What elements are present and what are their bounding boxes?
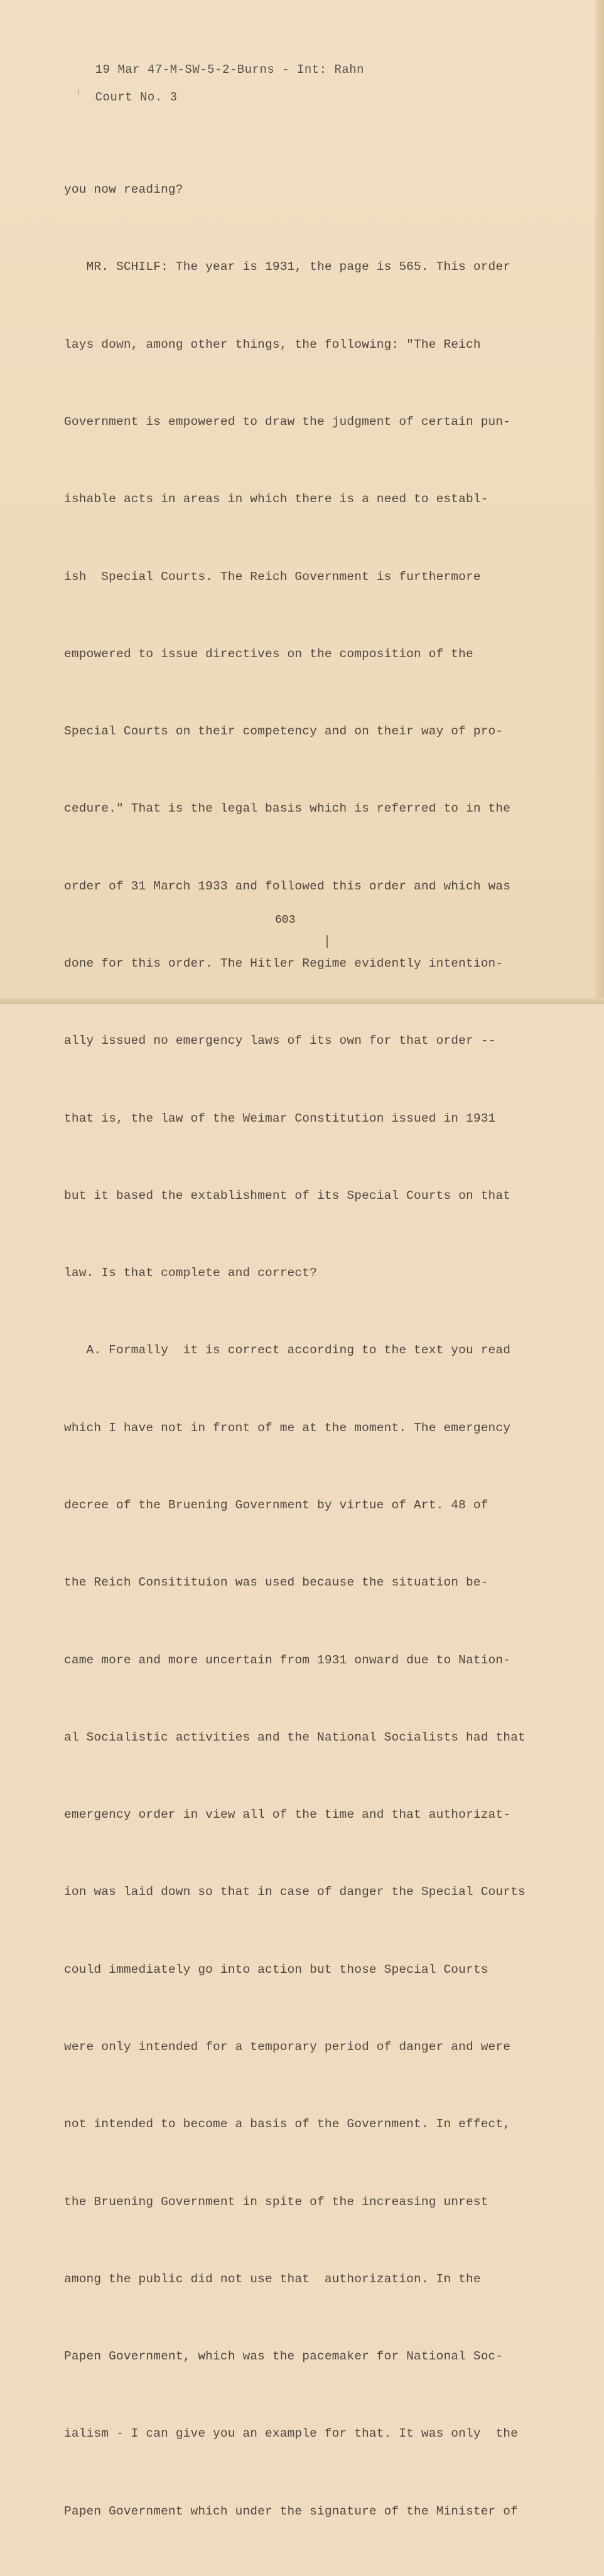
transcript-line: cedure." That is the legal basis which is referred to in the <box>64 802 511 816</box>
paper-mark <box>78 89 79 94</box>
transcript-line: the Bruening Government in spite of the increasing unrest <box>64 2194 488 2209</box>
transcript-line: came more and more uncertain from 1931 onward due to Nation- <box>64 1653 511 1667</box>
transcript-line: you now reading? <box>64 183 183 197</box>
transcript-line: among the public did not use that authorization. In the <box>64 2272 481 2286</box>
transcript-line: lays down, among other things, the following: "The Reich <box>64 337 481 352</box>
transcript-line: emergency order in view all of the time and that authorizat- <box>64 1808 511 1822</box>
transcript-line: A. Formally it is correct according to the text you read <box>64 1343 511 1358</box>
transcript-line: the Reich Consitituion was used because the situation be- <box>64 1575 488 1590</box>
transcript-line: that is, the law of the Weimar Constitution issued in 1931 <box>64 1111 496 1125</box>
paper-edge-right <box>595 0 604 1004</box>
transcript-line: Papen Government, which was the pacemaker for National Soc- <box>64 2349 504 2364</box>
paper-mark <box>326 935 328 948</box>
transcript-line: Papen Government which under the signature of the Minister of <box>64 2504 518 2518</box>
transcript-line: ialism - I can give you an example for that. It was only the <box>64 2427 518 2441</box>
transcript-line: decree of the Bruening Government by virtue of Art. 48 of <box>64 1498 488 1512</box>
transcript-line: Special Courts on their competency and on their way of pro- <box>64 724 504 739</box>
transcript-line: ally issued no emergency laws of its own for that order -- <box>64 1034 496 1048</box>
transcript-line: could immediately go into action but those Special Courts <box>64 1962 488 1977</box>
transcript-line: which I have not in front of me at the moment. The emergency <box>64 1420 511 1435</box>
document-header <box>65 49 364 118</box>
header-reference-line: 19 Mar 47-M-SW-5-2-Burns - Int: Rahn <box>95 63 365 77</box>
page-number: 603 <box>275 914 296 926</box>
transcript-line: but it based the extablishment of its Special Courts on that <box>64 1188 511 1203</box>
transcript-line: MR. SCHILF: The year is 1931, the page is 565. This order <box>64 260 511 274</box>
transcript-line: ishable acts in areas in which there is a need to establ- <box>64 492 488 507</box>
transcript-line: law. Is that complete and correct? <box>64 1266 317 1280</box>
transcript-line: order of 31 March 1933 and followed this order and which was <box>64 879 511 893</box>
transcript-line: empowered to issue directives on the composition of the <box>64 647 473 661</box>
transcript-line: al Socialistic activities and the National Socialists had that <box>64 1730 526 1744</box>
transcript-line: done for this order. The Hitler Regime evidently intention- <box>64 957 504 970</box>
transcript-line: not intended to become a basis of the Government. In effect, <box>64 2117 511 2132</box>
header-court-line: Court No. 3 <box>95 90 178 104</box>
transcript-line: were only intended for a temporary period of danger and were <box>64 2039 511 2054</box>
transcript-body <box>64 126 541 2576</box>
transcript-line: Government is empowered to draw the judgment of certain pun- <box>64 415 511 429</box>
transcript-line: ish Special Courts. The Reich Government is furthermore <box>64 569 481 584</box>
transcript-line: ion was laid down so that in case of danger the Special Courts <box>64 1885 526 1899</box>
